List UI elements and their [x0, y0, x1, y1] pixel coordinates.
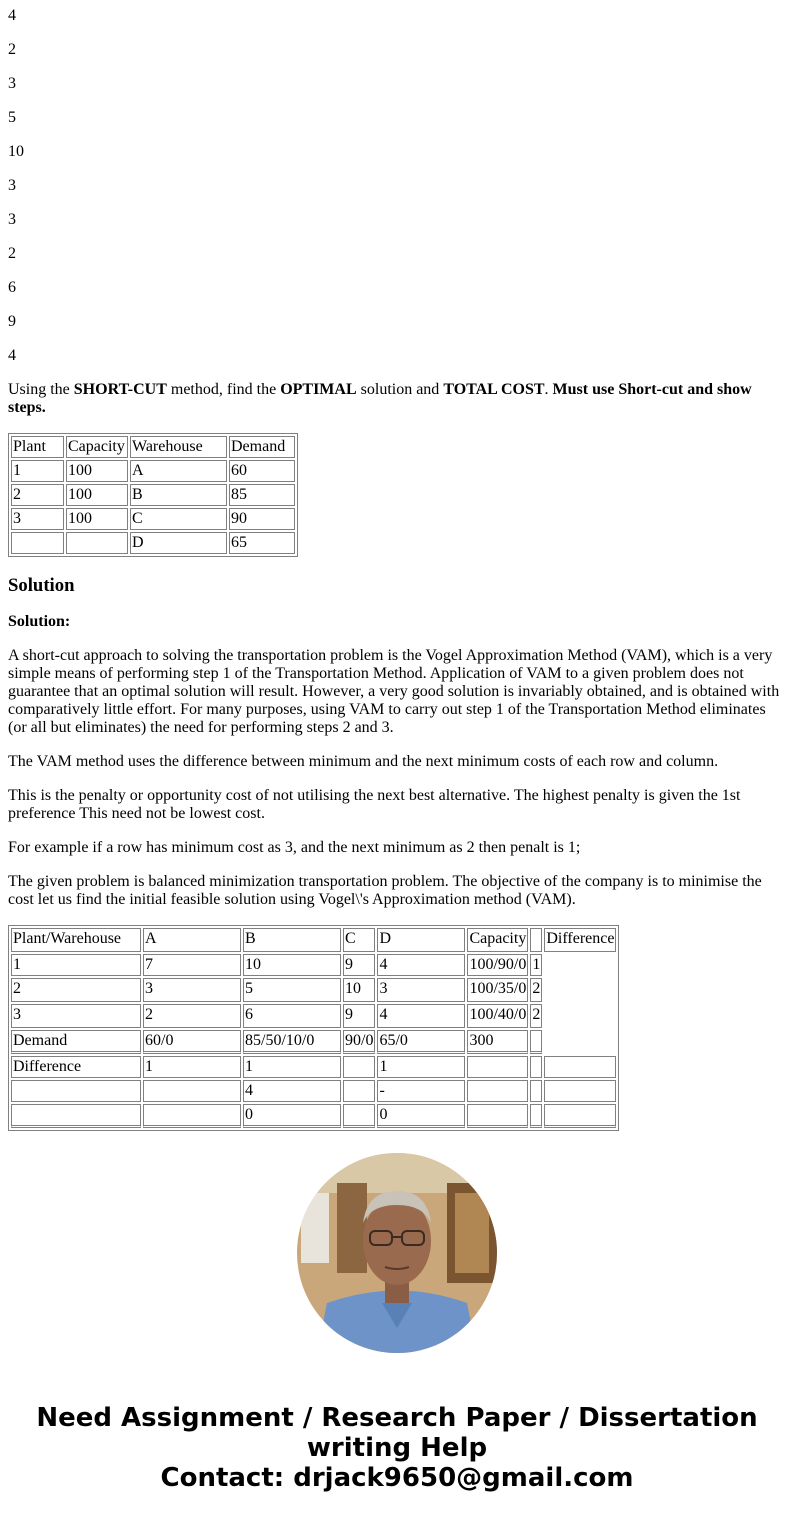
table-cell: 3: [11, 1004, 141, 1028]
vam-table: [8, 925, 619, 1131]
number-item: 10: [8, 143, 24, 160]
table-cell: 100: [66, 484, 128, 506]
table-row: [11, 978, 616, 1002]
table-cell: [530, 1080, 542, 1102]
table-cell: -: [377, 1080, 465, 1102]
banner-line: Need Assignment / Research Paper / Dissertation: [36, 1403, 758, 1433]
promo-banner: [0, 1403, 794, 1493]
number-item: 2: [8, 41, 16, 58]
solution-paragraph: For example if a row has minimum cost as 3, and the next minimum as 2 then penalt is 1;: [8, 839, 581, 856]
table-cell: [544, 1056, 616, 1078]
table-cell: 10: [343, 978, 375, 1002]
number-item: 5: [8, 109, 16, 126]
table-cell: 9: [343, 1004, 375, 1028]
number-item: 4: [8, 347, 16, 364]
table-cell: A: [130, 460, 227, 482]
number-item: 3: [8, 177, 16, 194]
table-cell: Capacity: [467, 928, 528, 952]
table-cell: [530, 1056, 542, 1078]
table-cell: 7: [143, 954, 241, 976]
table-cell: 2: [530, 978, 542, 1002]
table-cell: 4: [243, 1080, 341, 1102]
plant-warehouse-table: [8, 433, 298, 557]
table-cell: 4: [377, 1004, 465, 1028]
table-cell: D: [130, 532, 227, 554]
table-cell: [343, 1056, 375, 1078]
number-item: 3: [8, 75, 16, 92]
solution-paragraph: The given problem is balanced minimization transportation problem. The objective of the company is to minimise the cost let us find the initial feasible solution using Vogel\'s Approximation method (VAM).: [8, 873, 762, 908]
table-cell: [11, 1104, 141, 1128]
table-cell: 100/35/0: [467, 978, 528, 1002]
table-cell: [530, 928, 542, 952]
table-cell: [544, 978, 616, 1002]
table-cell: [11, 1080, 141, 1102]
table-cell: [11, 532, 64, 554]
table-row: [11, 954, 616, 976]
table-cell: 3: [377, 978, 465, 1002]
table-cell: 5: [243, 978, 341, 1002]
table-cell: Difference: [11, 1056, 141, 1078]
table-cell: 4: [377, 954, 465, 976]
document-content: [8, 0, 786, 1131]
table-cell: 65/0: [377, 1030, 465, 1054]
table-cell: Demand: [229, 436, 295, 458]
table-cell: C: [343, 928, 375, 952]
solution-heading: Solution: [8, 575, 75, 596]
table-cell: D: [377, 928, 465, 952]
table-cell: B: [130, 484, 227, 506]
table-row: [11, 460, 295, 482]
table-cell: Demand: [11, 1030, 141, 1054]
table-cell: [544, 1030, 616, 1054]
table-cell: 100: [66, 508, 128, 530]
table-cell: 65: [229, 532, 295, 554]
table-cell: 6: [243, 1004, 341, 1028]
solution-label: Solution:: [8, 613, 71, 630]
banner-line: writing Help: [306, 1433, 488, 1463]
table-row: [11, 1104, 616, 1128]
table-cell: 1: [530, 954, 542, 976]
table-cell: A: [143, 928, 241, 952]
table-cell: [467, 1104, 528, 1128]
table-cell: Capacity: [66, 436, 128, 458]
table-cell: 1: [11, 954, 141, 976]
table-cell: [530, 1104, 542, 1128]
table-cell: 0: [243, 1104, 341, 1128]
table-cell: 100: [66, 460, 128, 482]
table-cell: [143, 1080, 241, 1102]
number-item: 2: [8, 245, 16, 262]
table-cell: [530, 1030, 542, 1054]
table-cell: [143, 1104, 241, 1128]
table-cell: 0: [377, 1104, 465, 1128]
table-cell: 100/90/0: [467, 954, 528, 976]
number-item: 6: [8, 279, 16, 296]
table-cell: 60: [229, 460, 295, 482]
table-cell: Warehouse: [130, 436, 227, 458]
table-cell: 90/0: [343, 1030, 375, 1054]
table-cell: Plant: [11, 436, 64, 458]
table-cell: 300: [467, 1030, 528, 1054]
solution-paragraph: The VAM method uses the difference between minimum and the next minimum costs of each row and column.: [8, 753, 719, 770]
table-header-row: [11, 436, 295, 458]
number-item: 3: [8, 211, 16, 228]
table-row: [11, 1030, 616, 1054]
table-cell: 1: [143, 1056, 241, 1078]
table-row: [11, 1004, 616, 1028]
table-cell: [544, 1104, 616, 1128]
table-cell: 1: [243, 1056, 341, 1078]
table-cell: [467, 1080, 528, 1102]
number-list: [8, 7, 786, 365]
table-cell: 1: [11, 460, 64, 482]
table-row: [11, 1056, 616, 1078]
solution-paragraph: A short-cut approach to solving the transportation problem is the Vogel Approximation Method (VAM), which is a very simple means of performing step 1 of the Transportation Method. Application of VAM to a given problem does not guarantee that an optimal solution will result. However, a very good solution is invariably obtained, and is obtained with comparatively little effort. For many purposes, using VAM to carry out step 1 of the Transportation Method eliminates (or all but eliminates) the need for performing steps 2 and 3.: [8, 647, 780, 736]
author-photo-illustration: [297, 1153, 497, 1353]
table-cell: Plant/Warehouse: [11, 928, 141, 952]
table-cell: 10: [243, 954, 341, 976]
table-cell: 100/40/0: [467, 1004, 528, 1028]
solution-paragraph: This is the penalty or opportunity cost of not utilising the next best alternative. The highest penalty is given the 1st preference This need not be lowest cost.: [8, 787, 741, 822]
table-cell: 2: [11, 484, 64, 506]
table-cell: Difference: [544, 928, 616, 952]
table-cell: 2: [143, 1004, 241, 1028]
table-cell: 3: [11, 508, 64, 530]
table-cell: 9: [343, 954, 375, 976]
table-cell: [544, 1080, 616, 1102]
table-cell: [66, 532, 128, 554]
table-cell: [343, 1080, 375, 1102]
table-cell: 1: [377, 1056, 465, 1078]
question-text: Using the SHORT-CUT method, find the OPTIMAL solution and TOTAL COST. Must use Short-cut and show steps.: [8, 381, 752, 416]
table-cell: [544, 1004, 616, 1028]
table-cell: 60/0: [143, 1030, 241, 1054]
number-item: 9: [8, 313, 16, 330]
table-header-row: [11, 928, 616, 952]
banner-contact: Contact: drjack9650@gmail.com: [160, 1463, 634, 1493]
table-cell: 2: [530, 1004, 542, 1028]
table-cell: 3: [143, 978, 241, 1002]
table-cell: B: [243, 928, 341, 952]
author-photo: [297, 1153, 497, 1353]
table-cell: [343, 1104, 375, 1128]
table-cell: 85/50/10/0: [243, 1030, 341, 1054]
table-cell: 90: [229, 508, 295, 530]
table-cell: C: [130, 508, 227, 530]
number-item: 4: [8, 7, 16, 24]
table-row: [11, 484, 295, 506]
table-row: [11, 532, 295, 554]
table-cell: 85: [229, 484, 295, 506]
table-row: [11, 1080, 616, 1102]
table-cell: [467, 1056, 528, 1078]
table-row: [11, 508, 295, 530]
table-cell: 2: [11, 978, 141, 1002]
table-cell: [544, 954, 616, 976]
